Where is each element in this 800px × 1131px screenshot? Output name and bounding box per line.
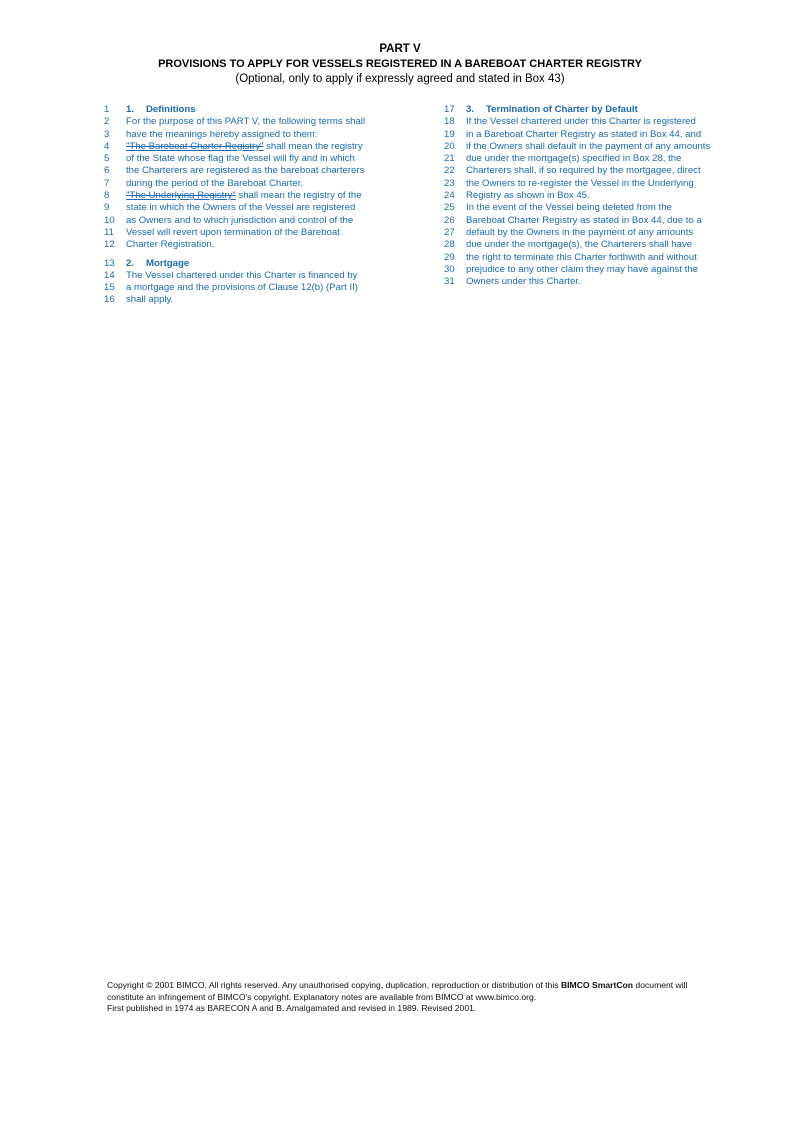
line-number: 10 (104, 214, 115, 226)
line-number: 23 (444, 177, 455, 189)
clause-line (104, 215, 404, 227)
line-text: due under the mortgage(s) specified in Box 28, the (466, 153, 682, 165)
line-text: have the meanings hereby assigned to them: (126, 128, 318, 140)
line-text: in a Bareboat Charter Registry as stated in Box 44, and (466, 128, 702, 140)
line-content (126, 141, 363, 153)
line-text: if the Owners shall default in the payment of any amounts (466, 140, 711, 152)
clause-number: 3. (466, 104, 475, 115)
line-text: shall mean the registry of the (235, 190, 362, 202)
line-text: of the State whose flag the Vessel will fly and in which (126, 153, 355, 165)
clause-number: 2. (126, 257, 135, 269)
line-text: In the event of the Vessel being deleted from the (466, 202, 672, 214)
line-text: Vessel will revert upon termination of the Bareboat (126, 226, 340, 238)
clause-line (444, 252, 744, 264)
clause-line (444, 165, 744, 177)
clause-title: Mortgage (146, 257, 190, 269)
clause-line (444, 264, 744, 276)
line-text: state in which the Owners of the Vessel are registered (126, 202, 356, 214)
clause-title: Definitions (146, 104, 196, 115)
line-number: 16 (104, 294, 115, 306)
clause-line (104, 294, 404, 306)
clause-line (104, 165, 404, 177)
clause-line (444, 202, 744, 214)
line-text: For the purpose of this PART V, the following terms shall (126, 116, 366, 128)
copyright-footer (107, 980, 727, 1015)
clause-line (104, 190, 404, 202)
line-number: 19 (444, 128, 455, 140)
clause-number: 1. (126, 104, 135, 115)
line-number: 15 (104, 282, 115, 294)
document-subtitle: (Optional, only to apply if expressly agreed and stated in Box 43) (235, 73, 565, 85)
line-number: 26 (444, 214, 455, 226)
line-number: 22 (444, 165, 455, 177)
line-number: 4 (104, 140, 110, 152)
document-title: PROVISIONS TO APPLY FOR VESSELS REGISTERED IN A BAREBOAT CHARTER REGISTRY (158, 58, 642, 70)
clause-line (444, 227, 744, 239)
line-text: The Vessel chartered under this Charter is financed by (126, 269, 358, 281)
line-number: 6 (104, 165, 110, 177)
line-number: 18 (444, 116, 455, 128)
line-text: as Owners and to which jurisdiction and control of the (126, 214, 354, 226)
line-number: 13 (104, 257, 115, 269)
document-header (0, 42, 800, 87)
clause-line (444, 116, 744, 128)
line-text: the right to terminate this Charter forthwith and without (466, 251, 697, 263)
line-text: the Charterers are registered as the bareboat charterers (126, 165, 365, 177)
line-text: If the Vessel chartered under this Charter is registered (466, 116, 696, 128)
line-number: 9 (104, 202, 110, 214)
clause-line (444, 215, 744, 227)
line-text: shall mean the registry (263, 140, 363, 152)
defined-term: "The Bareboat Charter Registry" (126, 140, 264, 152)
line-content (126, 190, 362, 202)
left-column (104, 104, 404, 307)
clause-line (104, 153, 404, 165)
line-number: 28 (444, 239, 455, 251)
line-number: 5 (104, 153, 110, 165)
footer-line-3: First published in 1974 as BARECON A and B. Amalgamated and revised in 1989. Revised 2001. (107, 1003, 477, 1013)
line-number: 27 (444, 226, 455, 238)
line-number: 8 (104, 190, 110, 202)
clause-line (444, 190, 744, 202)
clause-line (444, 239, 744, 251)
line-number: 1 (104, 104, 110, 115)
line-number: 3 (104, 128, 110, 140)
defined-term: "The Underlying Registry" (126, 190, 236, 202)
line-text: Charterers shall, if so required by the mortgagee, direct (466, 165, 701, 177)
line-text: shall apply. (126, 294, 174, 306)
clause-line (444, 129, 744, 141)
clause-line (104, 116, 404, 128)
line-text: the Owners to re-register the Vessel in the Underlying (466, 177, 694, 189)
line-text: during the period of the Bareboat Charter. (126, 177, 304, 189)
clause-line (444, 141, 744, 153)
clause-line (444, 178, 744, 190)
line-number: 25 (444, 202, 455, 214)
clause-line (104, 282, 404, 294)
footer-line-2: constitute an infringement of BIMCO's copyright. Explanatory notes are available from BIMCO at www.bimco.org. (107, 991, 537, 1002)
line-number: 29 (444, 251, 455, 263)
part-label: PART V (379, 43, 421, 55)
line-number: 12 (104, 239, 115, 251)
clause-heading (104, 258, 404, 270)
line-number: 17 (444, 104, 455, 115)
clause-line (104, 202, 404, 214)
clause-line (104, 178, 404, 190)
smartcon-brand: BIMCO SmartCon (560, 980, 634, 990)
clause-title: Termination of Charter by Default (486, 104, 638, 115)
line-number: 20 (444, 140, 455, 152)
clause-line (104, 270, 404, 282)
line-number: 11 (104, 226, 114, 238)
line-text: Charter Registration. (126, 239, 215, 251)
line-text: Bareboat Charter Registry as stated in Box 44, due to a (466, 214, 702, 226)
clause-heading (444, 104, 744, 116)
line-text: default by the Owners in the payment of any amounts (466, 226, 694, 238)
line-number: 31 (444, 276, 455, 288)
line-number: 7 (104, 177, 110, 189)
line-text: Owners under this Charter. (466, 276, 581, 288)
clause-line (104, 227, 404, 239)
clause-line (104, 129, 404, 141)
line-number: 2 (104, 116, 110, 128)
line-number: 14 (104, 269, 115, 281)
clause-line (444, 153, 744, 165)
clause-line (444, 276, 744, 288)
footer-line-1: Copyright © 2001 BIMCO. All rights reserved. Any unauthorised copying, duplication, reproduction or distribution of this BIMCO SmartCon document will (107, 980, 688, 990)
line-text: Registry as shown in Box 45. (466, 190, 590, 202)
line-text: a mortgage and the provisions of Clause 12(b) (Part II) (126, 282, 358, 294)
clause-heading (104, 104, 404, 116)
clause-line (104, 239, 404, 251)
line-number: 21 (444, 153, 455, 165)
line-number: 30 (444, 263, 455, 275)
line-text: due under the mortgage(s), the Charterers shall have (466, 239, 693, 251)
right-column (444, 104, 744, 288)
line-text: prejudice to any other claim they may have against the (466, 263, 698, 275)
clause-line (104, 141, 404, 153)
line-number: 24 (444, 190, 455, 202)
